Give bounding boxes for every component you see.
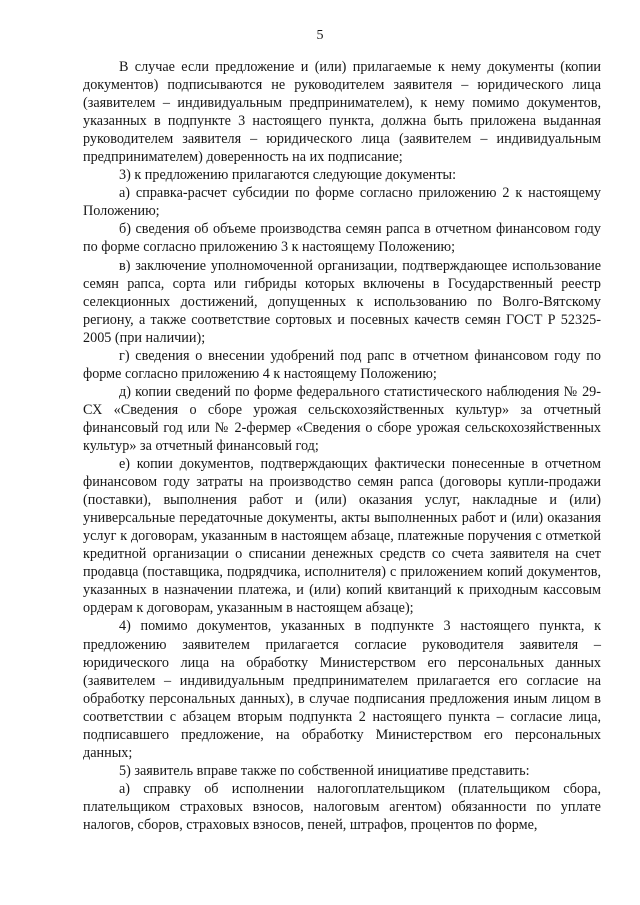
page-number: 5 xyxy=(316,28,324,43)
paragraph-item-3v: в) заключение уполномоченной организации, подтверждающее использование семян рапса, сорта или гибриды которых включены в Государственный реестр селекционных достижений, допущенных к использованию по Волго-Вятскому региону, а также соответствие сортовых и посевных качеств семян ГОСТ Р 52325-2005 (при наличии); xyxy=(83,257,601,346)
paragraph-power-of-attorney: В случае если предложение и (или) прилагаемые к нему документы (копии документов) подписываются не руководителем заявителя – юридического лица (заявителем – индивидуальным предпринимателем), к нему помимо документов, указанных в подпункте 3 настоящего пункта, должна быть приложена выданная руководителем заявителя – юридического лица (заявителем – индивидуальным предпринимателем) доверенность на их подписание; xyxy=(83,59,601,166)
paragraph-item-3g: г) сведения о внесении удобрений под рапс в отчетном финансовом году по форме согласно приложению 4 к настоящему Положению; xyxy=(83,347,601,382)
document-body xyxy=(83,58,601,834)
paragraph-item-3: 3) к предложению прилагаются следующие документы: xyxy=(119,167,457,184)
paragraph-item-5: 5) заявитель вправе также по собственной инициативе представить: xyxy=(119,762,530,779)
paragraph-item-4: 4) помимо документов, указанных в подпункте 3 настоящего пункта, к предложению заявителем прилагается согласие руководителя заявителя – юридического лица на обработку Министерством его персональных данных (заявителем – индивидуальным предпринимателем прилагается его согласие на обработку персональных данных), в случае подписания предложения иным лицом в соответствии с абзацем вторым подпункта 2 настоящего пункта – согласие лица, подписавшего предложение, на обработку Министерством его персональных данных; xyxy=(83,618,601,761)
paragraph-item-3b: б) сведения об объеме производства семян рапса в отчетном финансовом году по форме согласно приложению 3 к настоящему Положению; xyxy=(83,221,601,256)
paragraph-item-3d: д) копии сведений по форме федерального статистического наблюдения № 29-СХ «Сведения о сборе урожая сельскохозяйственных культур» за отчетный финансовый год или № 2-фермер «Сведения о сборе урожая сельскохозяйственных культур» за отчетный финансовый год; xyxy=(83,383,601,454)
paragraph-item-3a: а) справка-расчет субсидии по форме согласно приложению 2 к настоящему Положению; xyxy=(83,185,601,220)
paragraph-item-5a: а) справку об исполнении налогоплательщиком (плательщиком сбора, плательщиком страховых взносов, налоговым агентом) обязанности по уплате налогов, сборов, страховых взносов, пеней, штрафов, процентов по форме, xyxy=(83,780,601,833)
paragraph-item-3e: е) копии документов, подтверждающих фактически понесенные в отчетном финансовом году затраты на производство семян рапса (договоры купли-продажи (поставки), выполнения работ и (или) оказания услуг, накладные и (или) универсальные передаточные документы, акты выполненных работ и (или) оказания услуг к договорам, указанным в настоящем абзаце, платежные поручения с отметкой кредитной организации о списании денежных средств со счета заявителя на счет продавца (поставщика, подрядчика, исполнителя) с приложением копий документов, указанных в назначении платежа, и (или) копий квитанций к приходным кассовым ордерам к договорам, указанным в настоящем абзаце); xyxy=(83,456,601,617)
